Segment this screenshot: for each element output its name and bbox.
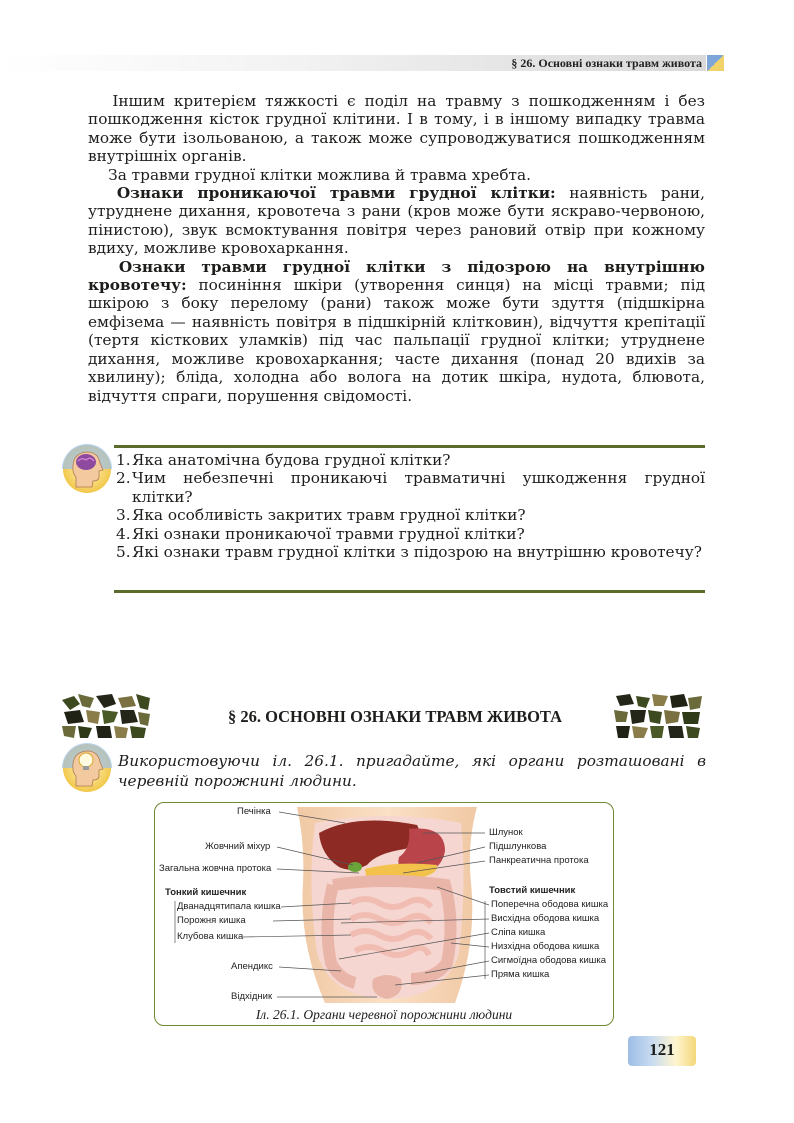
review-questions: [116, 451, 705, 561]
question-text: Які ознаки проникаючої травми грудної клітки?: [132, 524, 525, 543]
figure-abdominal-organs: [154, 802, 614, 1026]
label-sigmoid-colon: Сигмоїдна ободова кишка: [491, 955, 607, 966]
paragraph-2-text: За травми грудної клітки можлива й травма хребта.: [108, 165, 532, 184]
label-cecum: Сліпа кишка: [491, 927, 546, 938]
question-item: [116, 451, 705, 469]
figure-caption: Іл. 26.1. Органи черевної порожнини людини: [255, 1007, 513, 1022]
paragraph-1-text: Іншим критерієм тяжкості є поділ на травму з пошкодженням і без пошкодження кісток грудної клітини. І в тому, і в іншому випадку травма може бути ізольованою, а також може супроводжуватися пошкодженням внутрішніх органів.: [88, 92, 705, 166]
question-text: Чим небезпечні проникаючі травматичні ушкодження грудної клітки?: [132, 469, 705, 506]
label-stomach: Шлунок: [489, 827, 523, 838]
label-appendix: Апендикс: [231, 961, 273, 972]
question-item: [116, 506, 705, 524]
paragraph-4: [88, 258, 705, 405]
question-text: Які ознаки травм грудної клітки з підозрою на внутрішню кровотечу?: [132, 543, 702, 562]
label-transverse-colon: Поперечна ободова кишка: [491, 899, 609, 910]
body-text: [88, 92, 705, 405]
label-jejunum: Порожня кишка: [177, 915, 246, 926]
label-liver: Печінка: [237, 806, 271, 817]
section-title: § 26. ОСНОВНІ ОЗНАКИ ТРАВМ ЖИВОТА: [227, 707, 563, 726]
question-item: [116, 525, 705, 543]
question-number: 3.: [116, 506, 131, 525]
questions-top-rule: [114, 445, 705, 448]
label-descending-colon: Низхідна ободова кишка: [491, 941, 600, 952]
label-duodenum: Дванадцятипала кишка: [177, 901, 281, 912]
label-large-intestine: Товстий кишечник: [489, 885, 576, 896]
camouflage-ornament-right: [612, 692, 704, 740]
question-number: 1.: [116, 451, 131, 469]
question-text: Яка анатомічна будова грудної клітки?: [132, 451, 451, 469]
paragraph-2: [88, 166, 705, 184]
running-title: § 26. Основні ознаки травм живота: [511, 56, 702, 70]
question-item: [116, 469, 705, 506]
label-ascending-colon: Висхідна ободова кишка: [491, 913, 600, 924]
paragraph-4-heading: Ознаки травми грудної клітки з підозрою на внутрішню кровотечу:: [88, 257, 705, 295]
label-small-intestine: Тонкий кишечник: [165, 887, 247, 898]
section-intro: Використовуючи іл. 26.1. пригадайте, які органи розташовані в черевній порожнині людини.: [118, 752, 706, 790]
paragraph-1: [88, 92, 705, 166]
paragraph-3-heading: Ознаки проникаючої травми грудної клітки:: [116, 184, 556, 203]
paragraph-3: [88, 184, 705, 258]
label-pancreas: Підшлункова: [489, 841, 547, 852]
question-number: 5.: [116, 543, 131, 562]
label-gallbladder: Жовчний міхур: [205, 841, 271, 852]
lightbulb-head-icon: [62, 742, 112, 794]
header-corner-decoration: [707, 55, 724, 71]
camouflage-ornament-left: [60, 692, 152, 740]
question-item: [116, 543, 705, 561]
page-number: 121: [649, 1040, 675, 1059]
label-anus: Відхідник: [231, 991, 273, 1002]
question-number: 4.: [116, 524, 131, 543]
question-text: Яка особливість закритих травм грудної клітки?: [132, 506, 526, 525]
question-number: 2.: [116, 469, 131, 488]
label-rectum: Пряма кишка: [491, 969, 550, 980]
label-ileum: Клубова кишка: [177, 931, 244, 942]
paragraph-4-text: посиніння шкіри (утворення синця) на місці травми; під шкірою з боку перелому (рани) також може бути здуття (підшкірна емфізема — наявність повітря в підшкірній клітковин), відчуття крепітації (тертя кісткових уламків) під час пальпації грудної клітки; утруднене дихання, можливе кровохаркання; часте дихання (понад 20 вдихів за хвилину); бліда, холодна або волога на дотик шкіра, нудота, блювота, відчуття спраги, порушення свідомості.: [88, 276, 705, 405]
questions-bottom-rule: [114, 590, 705, 593]
paragraph-3-text: наявність рани, утруднене дихання, кровотеча з рани (кров може бути яскраво-червоною, пінистою), звук всмоктування повітря через рановий отвір при кожному вдиху, можливе кровохаркання.: [88, 184, 705, 258]
label-bile-duct: Загальна жовчна протока: [159, 863, 272, 874]
label-pancreatic-duct: Панкреатична протока: [489, 855, 589, 866]
head-brain-icon: [62, 443, 112, 495]
